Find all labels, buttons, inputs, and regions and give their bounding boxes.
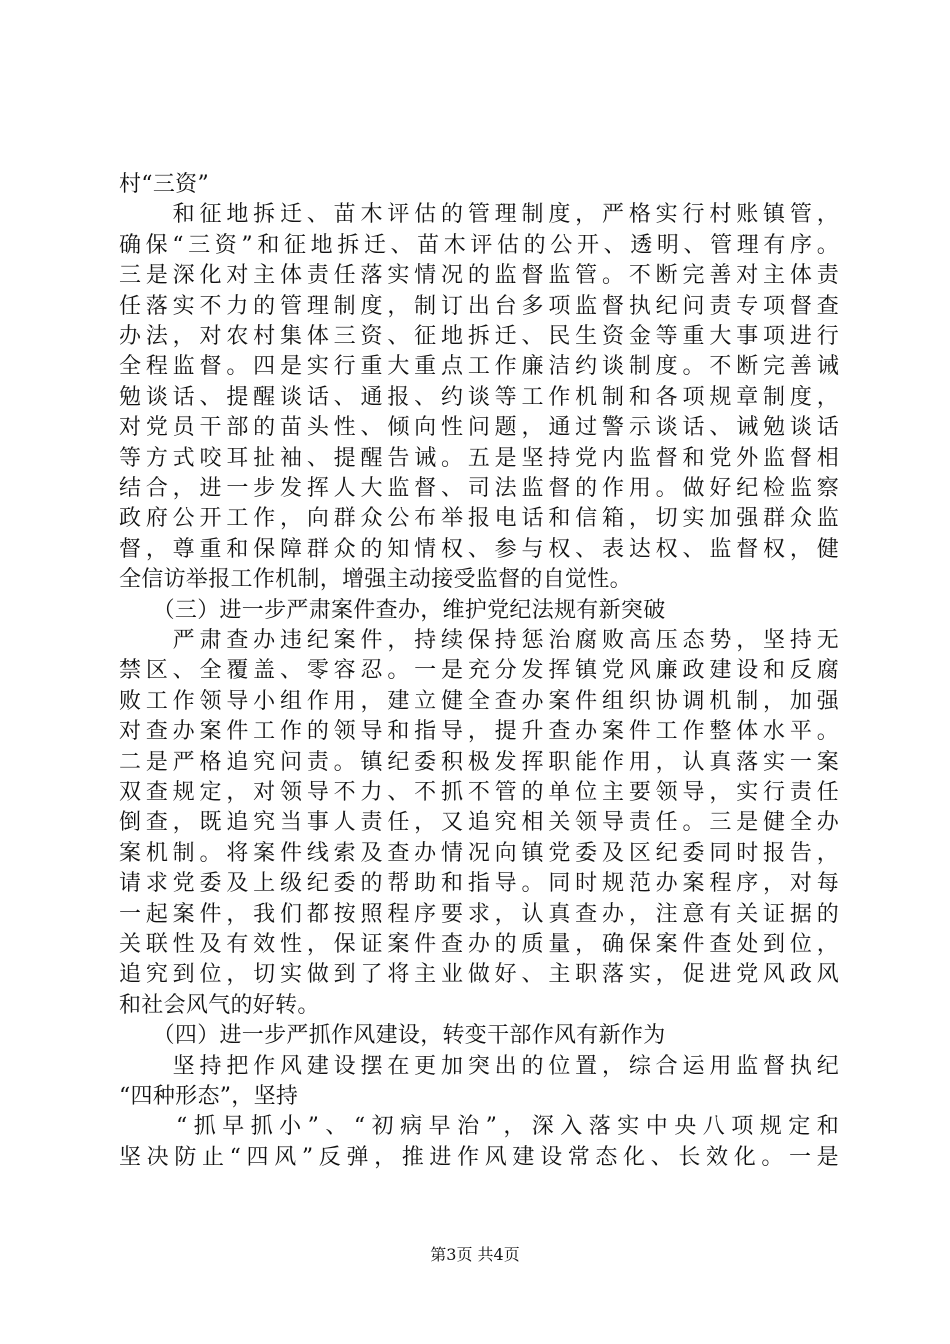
text-line: 督，尊重和保障群众的知情权、参与权、表达权、监督权，健 bbox=[119, 537, 839, 562]
section-heading-4: （四）进一步严抓作风建设，转变干部作风有新作为 bbox=[119, 1023, 666, 1048]
text-line: 任落实不力的管理制度，制订出台多项监督执纪问责专项督查 bbox=[119, 294, 839, 319]
text-line: 对查办案件工作的领导和指导，提升查办案件工作整体水平。 bbox=[119, 719, 839, 744]
text-line: 请求党委及上级纪委的帮助和指导。同时规范办案程序，对每 bbox=[119, 871, 839, 896]
text-line: 和征地拆迁、苗木评估的管理制度，严格实行村账镇管， bbox=[119, 202, 839, 227]
text-line: 关联性及有效性，保证案件查办的质量，确保案件查处到位， bbox=[119, 932, 839, 957]
text-line: 勉谈话、提醒谈话、通报、约谈等工作机制和各项规章制度， bbox=[119, 385, 839, 410]
section-heading-3: （三）进一步严肃案件查办，维护党纪法规有新突破 bbox=[119, 598, 666, 623]
text-line: 三是深化对主体责任落实情况的监督监管。不断完善对主体责 bbox=[119, 263, 839, 288]
text-line: 败工作领导小组作用，建立健全查办案件组织协调机制，加强 bbox=[119, 689, 839, 714]
text-line: 政府公开工作，向群众公布举报电话和信箱，切实加强群众监 bbox=[119, 506, 839, 531]
text-line: 等方式咬耳扯袖、提醒告诫。五是坚持党内监督和党外监督相 bbox=[119, 446, 839, 471]
text-line: 严肃查办违纪案件，持续保持惩治腐败高压态势，坚持无 bbox=[119, 628, 839, 653]
text-line: 和社会风气的好转。 bbox=[119, 993, 320, 1018]
text-line: 案机制。将案件线索及查办情况向镇党委及区纪委同时报告， bbox=[119, 841, 839, 866]
text-line: 全程监督。四是实行重大重点工作廉洁约谈制度。不断完善诫 bbox=[119, 354, 839, 379]
text-line: 结合，进一步发挥人大监督、司法监督的作用。做好纪检监察 bbox=[119, 476, 839, 501]
text-line: 一起案件，我们都按照程序要求，认真查办，注意有关证据的 bbox=[119, 902, 839, 927]
text-line: 二是严格追究问责。镇纪委积极发挥职能作用，认真落实一案 bbox=[119, 750, 839, 775]
text-line: 坚持把作风建设摆在更加突出的位置，综合运用监督执纪 bbox=[119, 1054, 839, 1079]
text-line: 追究到位，切实做到了将主业做好、主职落实，促进党风政风 bbox=[119, 962, 839, 987]
text-line: 双查规定，对领导不力、不抓不管的单位主要领导，实行责任 bbox=[119, 780, 839, 805]
text-line: 坚决防止“四风”反弹，推进作风建设常态化、长效化。一是 bbox=[119, 1145, 839, 1170]
text-line: 禁区、全覆盖、零容忍。一是充分发挥镇党风廉政建设和反腐 bbox=[119, 658, 839, 683]
text-line: “四种形态”，坚持 bbox=[119, 1084, 299, 1109]
text-line: 办法，对农村集体三资、征地拆迁、民生资金等重大事项进行 bbox=[119, 324, 839, 349]
text-line: 确保“三资”和征地拆迁、苗木评估的公开、透明、管理有序。 bbox=[119, 233, 839, 258]
page-footer: 第3页 共4页 bbox=[430, 1245, 520, 1264]
text-line: 全信访举报工作机制，增强主动接受监督的自觉性。 bbox=[119, 567, 632, 592]
text-line: 对党员干部的苗头性、倾向性问题，通过警示谈话、诫勉谈话 bbox=[119, 415, 839, 440]
text-line: 村“三资” bbox=[119, 172, 209, 197]
text-line: 倒查，既追究当事人责任，又追究相关领导责任。三是健全办 bbox=[119, 810, 839, 835]
text-line: “抓早抓小”、“初病早治”，深入落实中央八项规定和 bbox=[119, 1114, 839, 1139]
